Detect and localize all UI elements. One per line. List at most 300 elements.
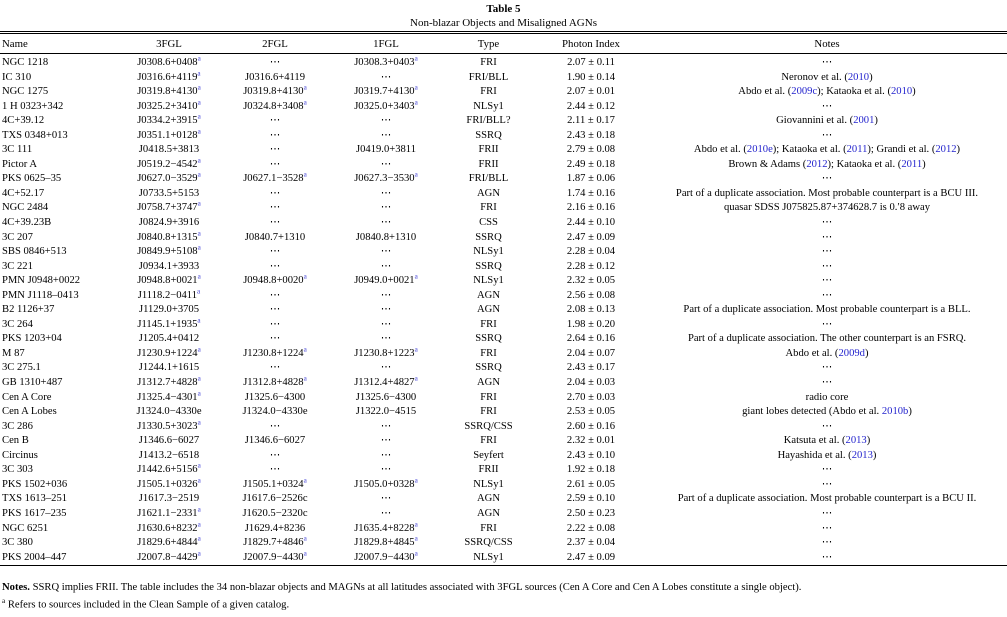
footnote-marker-a[interactable]: a bbox=[414, 272, 418, 281]
3fgl-designation: J1230.9+1224 bbox=[137, 347, 198, 359]
cell-photon-index: 2.50 ± 0.23 bbox=[566, 507, 616, 519]
cell-photon-index: 2.61 ± 0.05 bbox=[566, 478, 616, 490]
1fgl-designation: J0419.0+3811 bbox=[355, 144, 417, 156]
cell-photon-index: 2.07 ± 0.11 bbox=[567, 57, 615, 68]
cell-3fgl bbox=[118, 245, 220, 260]
2fgl-designation: ⋯ bbox=[269, 202, 281, 214]
citation-link[interactable]: 2010e bbox=[746, 144, 773, 156]
note-text: ⋯ bbox=[821, 522, 833, 534]
citation-link[interactable]: 2013 bbox=[851, 449, 873, 461]
cell-3fgl bbox=[118, 391, 220, 406]
note-text: ) bbox=[866, 435, 871, 447]
footnote-marker-a[interactable]: a bbox=[197, 229, 201, 238]
note-text: ⋯ bbox=[821, 173, 833, 185]
cell-2fgl bbox=[220, 507, 330, 522]
note-text: ⋯ bbox=[821, 129, 833, 141]
2fgl-designation: ⋯ bbox=[269, 420, 281, 432]
table-row bbox=[0, 114, 1007, 129]
cell-source-name: 4C+52.17 bbox=[2, 187, 45, 199]
3fgl-designation: J0351.1+0128 bbox=[137, 129, 198, 141]
footnote-marker-a[interactable]: a bbox=[303, 534, 307, 543]
cell-notes bbox=[647, 303, 1007, 318]
1fgl-designation: J0949.0+0021 bbox=[354, 275, 415, 287]
cell-source-name: PKS 1617–235 bbox=[2, 507, 67, 519]
footnote-marker-a[interactable]: a bbox=[197, 519, 201, 528]
cell-source-name: Cen B bbox=[2, 435, 29, 447]
cell-2fgl bbox=[220, 216, 330, 231]
cell-2fgl bbox=[220, 172, 330, 187]
footnote-marker-a[interactable]: a bbox=[197, 98, 201, 107]
citation-link[interactable]: 2010 bbox=[890, 86, 913, 98]
2fgl-designation: J1620.5−2320c bbox=[242, 507, 308, 519]
table-row bbox=[0, 260, 1007, 275]
table-row bbox=[0, 231, 1007, 246]
footnote-marker-a[interactable]: a bbox=[303, 83, 307, 92]
3fgl-designation: J0308.6+0408 bbox=[137, 57, 198, 68]
cell-1fgl bbox=[330, 449, 442, 464]
table-row bbox=[0, 318, 1007, 333]
footnote-marker-a[interactable]: a bbox=[414, 519, 418, 528]
cell-1fgl bbox=[330, 201, 442, 216]
cell-type: FRI bbox=[480, 391, 497, 403]
table-title: Non-blazar Objects and Misaligned AGNs bbox=[410, 17, 597, 29]
2fgl-designation: J1617.6−2526c bbox=[242, 493, 308, 505]
table-row bbox=[0, 71, 1007, 86]
table-row bbox=[0, 201, 1007, 216]
cell-2fgl bbox=[220, 289, 330, 304]
citation-link[interactable]: 2009d bbox=[838, 347, 865, 359]
table-row bbox=[0, 347, 1007, 362]
cell-2fgl bbox=[220, 332, 330, 347]
table-row bbox=[0, 536, 1007, 551]
3fgl-designation: J1413.2−6518 bbox=[138, 449, 200, 461]
cell-notes bbox=[647, 289, 1007, 304]
cell-1fgl bbox=[330, 216, 442, 231]
cell-3fgl bbox=[118, 361, 220, 376]
2fgl-designation: ⋯ bbox=[269, 129, 281, 141]
footnote-marker-a[interactable]: a bbox=[414, 345, 418, 354]
cell-2fgl bbox=[220, 100, 330, 115]
cell-photon-index: 2.04 ± 0.07 bbox=[566, 347, 616, 359]
3fgl-designation: J1829.6+4844 bbox=[137, 537, 198, 549]
cell-3fgl bbox=[118, 54, 220, 71]
2fgl-designation: ⋯ bbox=[269, 449, 281, 461]
footnote-a-marker: a bbox=[2, 597, 6, 606]
cell-source-name: GB 1310+487 bbox=[2, 377, 63, 389]
3fgl-designation: J0840.8+1315 bbox=[137, 231, 198, 243]
note-text: ) bbox=[912, 86, 916, 98]
cell-type: FRI bbox=[480, 347, 497, 359]
footnote-marker-a[interactable]: a bbox=[197, 418, 201, 427]
1fgl-designation: J0840.8+1310 bbox=[355, 231, 417, 243]
footnote-marker-a[interactable]: a bbox=[197, 127, 201, 136]
cell-notes bbox=[647, 318, 1007, 333]
footnote-marker-a[interactable]: a bbox=[414, 83, 418, 92]
footnote-a bbox=[2, 595, 1007, 612]
cell-3fgl bbox=[118, 158, 220, 173]
cell-2fgl bbox=[220, 129, 330, 144]
note-text: ⋯ bbox=[821, 478, 833, 490]
3fgl-designation: J1244.1+1615 bbox=[138, 362, 200, 374]
footnote-marker-a[interactable]: a bbox=[414, 476, 418, 485]
note-text: Abdo et al. ( bbox=[785, 347, 839, 359]
table-row bbox=[0, 492, 1007, 507]
1fgl-designation: ⋯ bbox=[380, 464, 392, 476]
table-row bbox=[0, 289, 1007, 304]
cell-2fgl bbox=[220, 463, 330, 478]
cell-photon-index: 1.98 ± 0.20 bbox=[566, 318, 616, 330]
cell-1fgl bbox=[330, 158, 442, 173]
3fgl-designation: J0758.7+3747 bbox=[137, 202, 198, 214]
cell-type: FRII bbox=[478, 144, 499, 156]
cell-1fgl bbox=[330, 391, 442, 406]
cell-source-name: B2 1126+37 bbox=[2, 304, 55, 316]
cell-1fgl bbox=[330, 85, 442, 100]
cell-source-name: 3C 111 bbox=[2, 144, 33, 156]
cell-type: SSRQ bbox=[475, 333, 502, 345]
table-row bbox=[0, 551, 1007, 566]
footnote-marker-a[interactable]: a bbox=[414, 374, 418, 383]
2fgl-designation: J1629.4+8236 bbox=[244, 522, 306, 534]
cell-3fgl bbox=[118, 434, 220, 449]
2fgl-designation: ⋯ bbox=[269, 158, 281, 170]
cell-notes bbox=[647, 551, 1007, 566]
footnote-marker-a[interactable]: a bbox=[303, 170, 307, 179]
footnote-marker-a[interactable]: a bbox=[197, 170, 201, 179]
2fgl-designation: J1324.0−4330e bbox=[242, 406, 308, 418]
3fgl-designation: J1621.1−2331 bbox=[137, 507, 198, 519]
citation-link[interactable]: 2009c bbox=[791, 86, 818, 98]
2fgl-designation: J1230.8+1224 bbox=[243, 347, 304, 359]
cell-source-name: 3C 380 bbox=[2, 537, 33, 549]
cell-1fgl bbox=[330, 71, 442, 86]
note-text: Part of a duplicate association. Most probable counterpart is a BCU III. bbox=[675, 187, 979, 199]
cell-notes bbox=[647, 201, 1007, 216]
note-text: ) bbox=[922, 158, 926, 170]
cell-type: NLSy1 bbox=[473, 100, 504, 112]
cell-2fgl bbox=[220, 391, 330, 406]
cell-1fgl bbox=[330, 274, 442, 289]
cell-2fgl bbox=[220, 71, 330, 86]
cell-type: SSRQ/CSS bbox=[464, 537, 513, 549]
cell-1fgl bbox=[330, 405, 442, 420]
note-text: ) bbox=[908, 406, 912, 418]
cell-notes bbox=[647, 391, 1007, 406]
cell-photon-index: 2.28 ± 0.12 bbox=[566, 260, 616, 272]
cell-1fgl bbox=[330, 361, 442, 376]
cell-notes bbox=[647, 507, 1007, 522]
cell-3fgl bbox=[118, 478, 220, 493]
note-text: ⋯ bbox=[821, 507, 833, 519]
2fgl-designation: J1829.7+4846 bbox=[243, 537, 304, 549]
footnote-marker-a[interactable]: a bbox=[197, 199, 201, 208]
footnote-marker-a[interactable]: a bbox=[197, 374, 201, 383]
footnote-marker-a[interactable]: a bbox=[197, 505, 201, 514]
cell-1fgl bbox=[330, 332, 442, 347]
cell-source-name: PKS 2004–447 bbox=[2, 551, 67, 563]
footnote-marker-a[interactable]: a bbox=[303, 272, 307, 281]
cell-notes bbox=[647, 492, 1007, 507]
cell-notes bbox=[647, 405, 1007, 420]
cell-2fgl bbox=[220, 434, 330, 449]
footnote-marker-a[interactable]: a bbox=[197, 272, 201, 281]
cell-3fgl bbox=[118, 551, 220, 566]
cell-type: FRI bbox=[480, 57, 497, 68]
2fgl-designation: ⋯ bbox=[269, 144, 281, 156]
column-header-type: Type bbox=[442, 33, 535, 54]
footnote-marker-a[interactable]: a bbox=[197, 316, 201, 325]
3fgl-designation: J1442.6+5156 bbox=[137, 464, 198, 476]
note-text: Part of a duplicate association. Most probable counterpart is a BCU II. bbox=[677, 493, 977, 505]
1fgl-designation: ⋯ bbox=[380, 260, 392, 272]
cell-type: AGN bbox=[477, 304, 500, 316]
cell-1fgl bbox=[330, 507, 442, 522]
2fgl-designation: ⋯ bbox=[269, 217, 281, 229]
table-row bbox=[0, 434, 1007, 449]
2fgl-designation: ⋯ bbox=[269, 289, 281, 301]
cell-type: CSS bbox=[479, 217, 498, 229]
note-text: ) bbox=[869, 71, 873, 83]
citation-link[interactable]: 2011 bbox=[846, 144, 868, 156]
2fgl-designation: J0627.1−3528 bbox=[243, 173, 304, 185]
cell-notes bbox=[647, 376, 1007, 391]
cell-source-name: PMN J0948+0022 bbox=[2, 275, 81, 287]
cell-2fgl bbox=[220, 245, 330, 260]
citation-link[interactable]: 2011 bbox=[901, 158, 923, 170]
citation-link[interactable]: 2013 bbox=[845, 435, 867, 447]
table-row bbox=[0, 54, 1007, 71]
note-text: ); Kataoka et al. ( bbox=[827, 158, 902, 170]
cell-1fgl bbox=[330, 463, 442, 478]
cell-3fgl bbox=[118, 347, 220, 362]
cell-source-name: 3C 303 bbox=[2, 464, 33, 476]
column-header-1fgl: 1FGL bbox=[330, 33, 442, 54]
footnote-marker-a[interactable]: a bbox=[414, 534, 418, 543]
cell-photon-index: 2.28 ± 0.04 bbox=[566, 246, 616, 258]
3fgl-designation: J1118.2−0411 bbox=[137, 289, 198, 301]
note-text: Part of a duplicate association. The other counterpart is an FSRQ. bbox=[687, 333, 967, 345]
cell-1fgl bbox=[330, 347, 442, 362]
3fgl-designation: J1630.6+8232 bbox=[137, 522, 198, 534]
cell-3fgl bbox=[118, 507, 220, 522]
cell-1fgl bbox=[330, 536, 442, 551]
citation-link[interactable]: 2012 bbox=[806, 158, 828, 170]
cell-2fgl bbox=[220, 536, 330, 551]
cell-photon-index: 2.56 ± 0.08 bbox=[566, 289, 616, 301]
citation-link[interactable]: 2010b bbox=[881, 406, 909, 418]
1fgl-designation: ⋯ bbox=[380, 187, 392, 199]
cell-type: FRI bbox=[480, 406, 497, 418]
cell-type: AGN bbox=[477, 507, 500, 519]
cell-1fgl bbox=[330, 519, 442, 537]
cell-1fgl bbox=[330, 434, 442, 449]
2fgl-designation: J1346.6−6027 bbox=[244, 435, 306, 447]
notes-text: SSRQ implies FRII. The table includes the 34 non-blazar objects and MAGNs at all latitudes associated with 3FGL sources (Cen A Core and Cen A Lobes constitute a single object). bbox=[29, 582, 802, 594]
1fgl-designation: ⋯ bbox=[380, 493, 392, 505]
cell-photon-index: 2.59 ± 0.10 bbox=[566, 493, 616, 505]
footnote-marker-a[interactable]: a bbox=[197, 243, 201, 252]
1fgl-designation: J0627.3−3530 bbox=[354, 173, 415, 185]
note-text: ⋯ bbox=[821, 57, 833, 68]
note-text: Neronov et al. ( bbox=[781, 71, 848, 83]
note-text: ); Kataoka et al. ( bbox=[817, 86, 891, 98]
cell-3fgl bbox=[118, 420, 220, 435]
cell-1fgl bbox=[330, 551, 442, 566]
cell-source-name: NGC 1218 bbox=[2, 57, 49, 68]
note-text: ⋯ bbox=[821, 362, 833, 374]
table-row bbox=[0, 143, 1007, 158]
table-row bbox=[0, 463, 1007, 478]
cell-source-name: PKS 1502+036 bbox=[2, 478, 68, 490]
note-text: ) bbox=[956, 144, 961, 156]
cell-type: AGN bbox=[477, 493, 500, 505]
footnote-marker-a[interactable]: a bbox=[197, 534, 201, 543]
footnote-marker-a[interactable]: a bbox=[303, 476, 307, 485]
2fgl-designation: J0319.8+4130 bbox=[243, 86, 304, 98]
non-blazar-table bbox=[0, 31, 1007, 566]
footnote-marker-a[interactable]: a bbox=[197, 69, 201, 78]
1fgl-designation: ⋯ bbox=[380, 115, 392, 127]
1fgl-designation: ⋯ bbox=[380, 420, 392, 432]
table-row bbox=[0, 376, 1007, 391]
cell-photon-index: 1.90 ± 0.14 bbox=[566, 71, 616, 83]
cell-3fgl bbox=[118, 260, 220, 275]
2fgl-designation: J0324.8+3408 bbox=[243, 100, 304, 112]
cell-1fgl bbox=[330, 187, 442, 202]
cell-notes bbox=[647, 100, 1007, 115]
cell-type: AGN bbox=[477, 289, 500, 301]
footnote-marker-a[interactable]: a bbox=[197, 287, 201, 296]
citation-link[interactable]: 2001 bbox=[853, 115, 875, 127]
cell-photon-index: 2.22 ± 0.08 bbox=[566, 522, 616, 534]
3fgl-designation: J1617.3−2519 bbox=[138, 493, 200, 505]
citation-link[interactable]: 2010 bbox=[847, 71, 870, 83]
cell-source-name: NGC 2484 bbox=[2, 202, 49, 214]
note-text: Hayashida et al. ( bbox=[777, 449, 852, 461]
cell-photon-index: 2.04 ± 0.03 bbox=[566, 377, 616, 389]
footnote-marker-a[interactable]: a bbox=[197, 389, 201, 398]
cell-photon-index: 2.07 ± 0.01 bbox=[566, 86, 616, 98]
footnote-marker-a[interactable]: a bbox=[414, 170, 418, 179]
note-text: ⋯ bbox=[821, 100, 833, 112]
2fgl-designation: ⋯ bbox=[269, 362, 281, 374]
footnote-marker-a[interactable]: a bbox=[197, 156, 201, 165]
1fgl-designation: ⋯ bbox=[380, 507, 392, 519]
2fgl-designation: ⋯ bbox=[269, 115, 281, 127]
cell-source-name: PKS 0625–35 bbox=[2, 173, 62, 185]
cell-2fgl bbox=[220, 492, 330, 507]
cell-1fgl bbox=[330, 289, 442, 304]
cell-1fgl bbox=[330, 172, 442, 187]
cell-photon-index: 2.70 ± 0.03 bbox=[566, 391, 616, 403]
cell-notes bbox=[647, 420, 1007, 435]
cell-source-name: IC 310 bbox=[2, 71, 32, 83]
table-row bbox=[0, 216, 1007, 231]
cell-2fgl bbox=[220, 201, 330, 216]
notes-label: Notes. bbox=[2, 582, 30, 594]
cell-notes bbox=[647, 449, 1007, 464]
cell-notes bbox=[647, 478, 1007, 493]
table-row bbox=[0, 274, 1007, 289]
note-text: ); Kataoka et al. ( bbox=[772, 144, 847, 156]
3fgl-designation: J0319.8+4130 bbox=[137, 86, 198, 98]
note-text: ⋯ bbox=[821, 231, 833, 243]
cell-notes bbox=[647, 231, 1007, 246]
3fgl-designation: J2007.8−4429 bbox=[137, 551, 198, 563]
cell-source-name: 4C+39.12 bbox=[2, 115, 45, 127]
table-row bbox=[0, 100, 1007, 115]
cell-3fgl bbox=[118, 449, 220, 464]
cell-photon-index: 2.44 ± 0.10 bbox=[566, 217, 616, 229]
footnote-marker-a[interactable]: a bbox=[303, 549, 307, 558]
note-text: ⋯ bbox=[821, 217, 833, 229]
footnote-marker-a[interactable]: a bbox=[197, 549, 201, 558]
3fgl-designation: J1145.1+1935 bbox=[137, 318, 198, 330]
cell-2fgl bbox=[220, 274, 330, 289]
cell-2fgl bbox=[220, 478, 330, 493]
1fgl-designation: ⋯ bbox=[380, 289, 392, 301]
cell-1fgl bbox=[330, 303, 442, 318]
cell-source-name: 3C 221 bbox=[2, 260, 33, 272]
footnote-marker-a[interactable]: a bbox=[197, 112, 201, 121]
footnote-marker-a[interactable]: a bbox=[303, 345, 307, 354]
table-row bbox=[0, 478, 1007, 493]
3fgl-designation: J0948.8+0021 bbox=[137, 275, 198, 287]
cell-2fgl bbox=[220, 376, 330, 391]
3fgl-designation: J0733.5+5153 bbox=[138, 187, 200, 199]
cell-type: NLSy1 bbox=[473, 246, 504, 258]
table-row bbox=[0, 245, 1007, 260]
note-text: radio core bbox=[805, 391, 849, 403]
cell-photon-index: 2.37 ± 0.04 bbox=[566, 537, 616, 549]
cell-source-name: 3C 275.1 bbox=[2, 362, 41, 374]
footnote-marker-a[interactable]: a bbox=[197, 83, 201, 92]
cell-source-name: 4C+39.23B bbox=[2, 217, 52, 229]
note-text: ) bbox=[864, 347, 869, 359]
footnote-marker-a[interactable]: a bbox=[197, 54, 201, 63]
cell-3fgl bbox=[118, 85, 220, 100]
table-row bbox=[0, 303, 1007, 318]
cell-type: FRI bbox=[480, 435, 497, 447]
cell-2fgl bbox=[220, 231, 330, 246]
footnote-marker-a[interactable]: a bbox=[414, 98, 418, 107]
cell-type: NLSy1 bbox=[473, 478, 504, 490]
cell-photon-index: 1.74 ± 0.16 bbox=[566, 187, 616, 199]
cell-3fgl bbox=[118, 231, 220, 246]
cell-photon-index: 2.49 ± 0.18 bbox=[566, 158, 616, 170]
footnote-marker-a[interactable]: a bbox=[414, 54, 418, 63]
note-text: Abdo et al. ( bbox=[738, 86, 792, 98]
3fgl-designation: J0627.0−3529 bbox=[137, 173, 198, 185]
2fgl-designation: ⋯ bbox=[269, 318, 281, 330]
citation-link[interactable]: 2012 bbox=[935, 144, 957, 156]
footnote-marker-a[interactable]: a bbox=[197, 476, 201, 485]
cell-notes bbox=[647, 260, 1007, 275]
footnote-marker-a[interactable]: a bbox=[197, 345, 201, 354]
cell-photon-index: 2.47 ± 0.09 bbox=[566, 551, 616, 563]
note-text: giant lobes detected (Abdo et al. bbox=[742, 406, 882, 418]
note-text: ⋯ bbox=[821, 420, 833, 432]
cell-source-name: PMN J1118–0413 bbox=[2, 289, 79, 301]
table-row bbox=[0, 129, 1007, 144]
footnote-marker-a[interactable]: a bbox=[197, 461, 201, 470]
cell-source-name: Cen A Lobes bbox=[2, 406, 57, 418]
footnote-marker-a[interactable]: a bbox=[303, 374, 307, 383]
footnote-marker-a[interactable]: a bbox=[303, 98, 307, 107]
footnote-marker-a[interactable]: a bbox=[414, 549, 418, 558]
cell-3fgl bbox=[118, 100, 220, 115]
cell-notes bbox=[647, 332, 1007, 347]
